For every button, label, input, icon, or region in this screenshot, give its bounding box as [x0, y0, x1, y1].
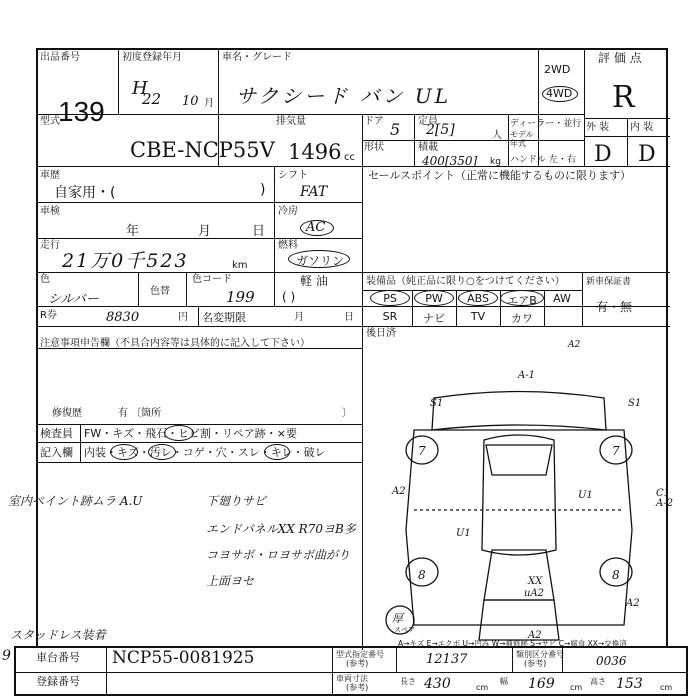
diagram-mark: XX [528, 576, 543, 587]
cabin-outline [482, 435, 556, 555]
model-no-label: 型式指定番号 [336, 650, 384, 659]
evaluation-label: 評 価 点 [598, 51, 642, 65]
equipment-airbag-circle [500, 290, 544, 306]
load-value: 400[350] [422, 154, 478, 168]
repair-value: 有 〔箇所 [118, 408, 162, 419]
equipment-leather: カワ [511, 312, 533, 325]
size-unit: cm [570, 683, 583, 692]
divider [396, 648, 397, 672]
recycle-label: R券 [40, 310, 57, 321]
equipment-navi: ナビ [423, 312, 445, 325]
interior-value: D [638, 142, 656, 167]
lot-label: 出品番号 [40, 52, 80, 63]
model-year-label2: 年式 [510, 139, 526, 148]
divider [38, 166, 670, 167]
divider [544, 290, 545, 326]
class-no-value: 0036 [596, 654, 627, 668]
notes-label: 注意事項申告欄（不具合内容等は具体的に記入して下さい） [40, 338, 310, 349]
entry-label: 記入欄 [40, 446, 73, 459]
size-length-label: 長さ [400, 677, 416, 686]
registration-month: 10 [182, 94, 199, 109]
color-change-label: 色替 [150, 286, 170, 297]
equipment-pw-circle [414, 290, 454, 306]
equipment-abs: ABS [467, 292, 489, 305]
diagram-mark: A2 [392, 486, 406, 497]
aircon-label: 冷房 [278, 206, 298, 217]
diagram-legend: A→キズ E→エクボ U→凹み W→補修跡 S→サビ C→腐食 XX→交換済 [398, 639, 627, 648]
inspection-year: 年 [126, 224, 140, 239]
repair-label: 修復歴 [52, 408, 82, 419]
divider [186, 272, 187, 306]
capacity-value: 2[5] [426, 122, 455, 138]
mileage-value: 21万0千523 [62, 250, 189, 272]
divider [456, 290, 457, 326]
size-sub: (参考) [346, 683, 369, 692]
lot-number: 139 [58, 96, 105, 127]
mileage-label: 走行 [40, 240, 60, 251]
rear-seat-label: 後日済 [366, 328, 396, 339]
rear-hatch-outline [479, 600, 559, 640]
divider [38, 442, 362, 443]
diagram-mark: uA2 [524, 588, 545, 599]
car-name: サクシード バン UL [236, 84, 452, 108]
aircon-value: AC [306, 220, 326, 235]
doors-value: 5 [390, 120, 401, 139]
stain-circle [148, 444, 176, 460]
displacement-value: 1496 [288, 140, 342, 164]
color-code: 199 [226, 288, 255, 306]
size-unit: cm [660, 683, 673, 692]
note-3: エンドパネルXX R70ヨB多 [206, 522, 356, 536]
size-label: 車両寸法 [336, 674, 368, 683]
body-outline [406, 430, 632, 625]
mileage-unit: km [232, 260, 248, 271]
divider [362, 348, 363, 650]
diagram-mark: U1 [456, 528, 471, 539]
diagram-mark: A-1 [518, 370, 535, 381]
fuel-label: 燃料 [278, 240, 298, 251]
inspection-month: 月 [198, 224, 212, 239]
damage-diagram [374, 350, 664, 650]
divider [584, 50, 585, 166]
front-bumper-outline [432, 392, 606, 431]
registration-month-unit: 月 [204, 98, 214, 109]
divider [38, 306, 670, 307]
equipment-aw: AW [553, 292, 571, 305]
inspection-label: 車検 [40, 206, 60, 217]
name-change-month: 月 [294, 312, 304, 323]
diagram-mark: A-2 [656, 498, 673, 509]
evaluation-score: R [612, 80, 635, 115]
registration-info-box [14, 646, 688, 696]
sales-point-label: セールスポイント（正常に機能するものに限ります） [368, 169, 632, 182]
model-no-sub: (参考) [346, 659, 369, 668]
equipment-airbag: エアB [507, 294, 537, 307]
size-width-label: 幅 [500, 677, 508, 686]
name-change-label: 名変期限 [202, 311, 246, 324]
divider [118, 50, 119, 114]
class-no-sub: (参考) [524, 659, 547, 668]
equipment-abs-circle [458, 290, 498, 306]
history-label: 車歴 [40, 170, 60, 181]
model-value: CBE-NCP55V [130, 138, 275, 162]
stone-chip-circle [164, 425, 194, 441]
divider [362, 140, 584, 141]
divider [512, 648, 513, 672]
size-length: 430 [424, 676, 451, 692]
color-label: 色 [40, 274, 50, 285]
equipment-sr: SR [382, 310, 398, 323]
fuel-paren: ( ) [282, 290, 296, 304]
divider [38, 424, 362, 425]
drive-4wd: 4WD [546, 87, 573, 100]
spare-label: スペア [394, 626, 415, 634]
diagram-mark: 7 [612, 444, 620, 458]
size-height: 153 [616, 676, 643, 692]
margin-mark: 9 [2, 648, 11, 664]
divider [362, 272, 670, 273]
spare-mark: 厚 [392, 612, 403, 625]
reg-no-label: 登録番号 [36, 675, 80, 688]
diagram-mark: 8 [418, 568, 426, 582]
divider [38, 462, 362, 463]
chassis-value: NCP55-0081925 [112, 648, 255, 668]
color-code-label: 色コード [192, 274, 232, 285]
recycle-unit: 円 [178, 312, 188, 323]
diagram-mark: C1 [656, 488, 671, 499]
size-width: 169 [528, 676, 555, 692]
shift-label: シフト [278, 170, 308, 181]
drive-2wd: 2WD [544, 63, 571, 76]
divider [16, 672, 686, 673]
divider [538, 50, 539, 166]
note-4: コヨサボ・ロヨサボ曲がり [206, 548, 351, 562]
shape-label: 形状 [364, 142, 384, 153]
capacity-label: 定員 [418, 116, 438, 127]
history-close: ) [260, 182, 266, 198]
diagram-mark: U1 [578, 490, 593, 501]
entry-items: 内装・キズ・汚レ・コゲ・穴・スレ・キレ・破レ [84, 446, 326, 459]
chassis-label: 車台番号 [36, 651, 80, 664]
diagram-mark: A2 [626, 598, 640, 609]
diagram-mark: A2 [568, 340, 581, 350]
name-change-date: 日 [344, 312, 354, 323]
shift-value: FAT [300, 184, 328, 200]
divider [627, 118, 628, 166]
model-label: 型式 [40, 116, 60, 127]
inspection-date: 日 [252, 224, 266, 239]
displacement-unit: cc [344, 152, 355, 163]
divider [500, 290, 501, 326]
diagram-mark: S1 [430, 398, 444, 409]
size-height-label: 高さ [590, 677, 606, 686]
equipment-ps: PS [383, 292, 397, 305]
divider [106, 648, 107, 694]
divider [362, 166, 363, 348]
inspector-label: 検査員 [40, 427, 73, 440]
diagram-mark: S1 [628, 398, 642, 409]
divider [80, 424, 81, 462]
model-no-value: 12137 [426, 652, 468, 667]
equipment-ps-circle [370, 290, 410, 306]
load-unit: kg [490, 157, 501, 167]
inspector-items: FW・キズ・飛石・ヒビ割・リペア跡・×要 [84, 427, 297, 440]
repair-close: 〕 [342, 408, 352, 419]
equipment-pw: PW [425, 292, 443, 305]
fuel-diesel: 軽 油 [300, 274, 328, 288]
car-name-label: 車名・グレード [222, 52, 292, 63]
note-1: 室内ペイント跡ムラ A.U [8, 494, 143, 508]
divider [38, 114, 584, 115]
divider [198, 306, 199, 326]
doors-label: ドア [364, 116, 384, 127]
guarantee-value: 有・無 [596, 300, 633, 314]
interior-label: 内 装 [630, 122, 654, 133]
equipment-label: 装備品（純正品に限り○をつけてください） [366, 276, 565, 287]
equipment-tv: TV [470, 310, 486, 323]
auction-sheet [8, 48, 673, 648]
divider [38, 202, 362, 203]
note-6: スタッドレス装着 [10, 628, 106, 642]
history-value: 自家用・( [54, 185, 116, 201]
size-unit: cm [476, 683, 489, 692]
divider [412, 290, 413, 326]
registration-year: 22 [142, 90, 162, 108]
class-no-label: 類別区分番号 [516, 650, 564, 659]
exterior-label: 外 装 [586, 122, 610, 133]
note-5: 上面ヨセ [206, 574, 255, 588]
divider [38, 326, 670, 327]
displacement-label: 排気量 [276, 116, 306, 127]
exterior-value: D [594, 142, 612, 167]
scratch-circle [110, 444, 138, 460]
fuel-gasoline: ガソリン [296, 254, 345, 268]
color-value: シルバー [48, 292, 99, 307]
windshield-outline [486, 445, 552, 475]
wear-circle [264, 444, 290, 460]
dealer-label: ディーラー・並行 [510, 119, 582, 129]
diagram-mark: 7 [418, 444, 426, 458]
diagram-mark: A2 [528, 630, 542, 641]
handle-label: ハンドル 左・右 [510, 155, 576, 165]
recycle-value: 8830 [106, 310, 140, 325]
guarantee-label: 新車保証書 [586, 277, 632, 287]
registration-label: 初度登録年月 [122, 52, 182, 63]
divider [274, 166, 275, 306]
diagram-mark: 8 [612, 568, 620, 582]
model-year-label1: モデル [510, 130, 534, 139]
divider [584, 136, 670, 137]
registration-era: H [132, 78, 148, 99]
capacity-unit: 人 [492, 130, 502, 141]
note-2: 下廻りサビ [206, 494, 267, 508]
divider [138, 272, 139, 306]
divider [332, 648, 333, 694]
load-label: 積載 [418, 142, 438, 153]
